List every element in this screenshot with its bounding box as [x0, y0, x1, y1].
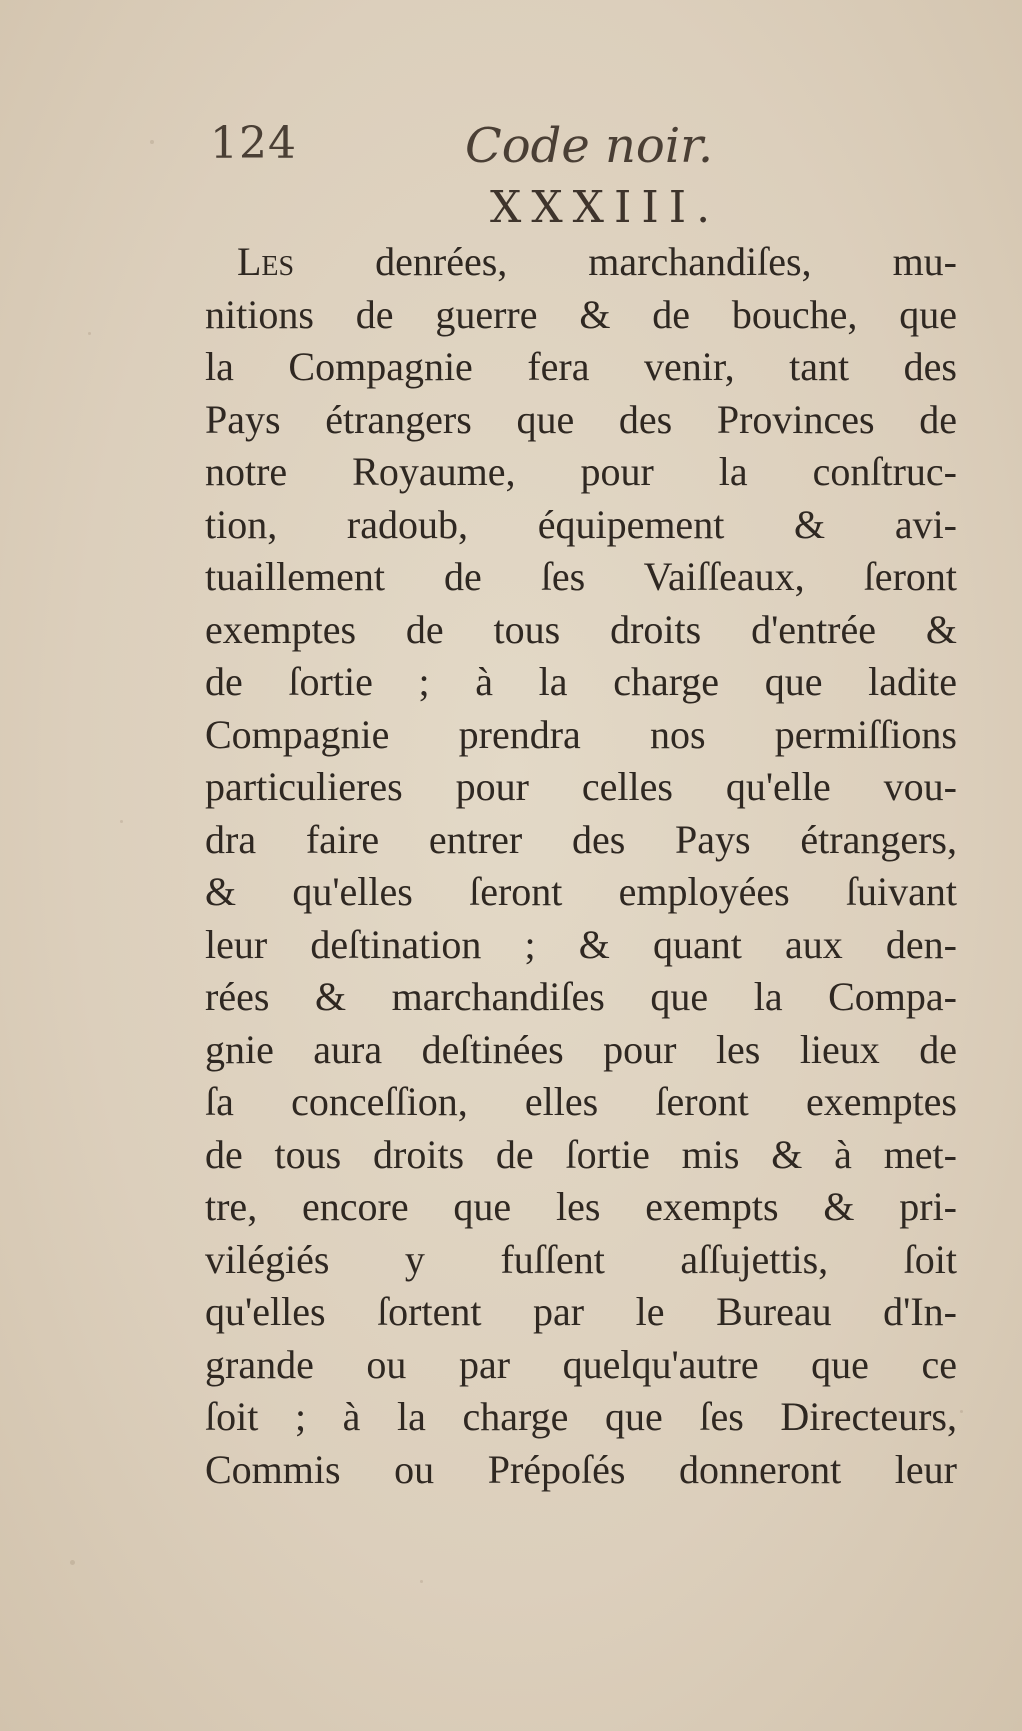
page-number: 124: [210, 118, 297, 169]
text-line: la Compagnie fera venir, tant des: [205, 344, 957, 389]
initial-word: Les: [237, 239, 295, 284]
running-title: Code noir.: [465, 118, 714, 174]
paper-speck: [70, 1560, 75, 1565]
page-header: [0, 118, 1022, 188]
text-line: particulieres pour celles qu'elle vou-: [205, 764, 957, 809]
text-line: qu'elles ſortent par le Bureau d'In-: [205, 1289, 957, 1334]
text-line: vilégiés y fuſſent aſſujettis, ſoit: [205, 1236, 957, 1282]
article-number: XXXIII.: [490, 182, 721, 233]
text-line: Commis ou Prépoſés donneront leur: [205, 1446, 957, 1492]
paper-speck: [88, 332, 91, 335]
text-line: grande ou par quelqu'autre que ce: [205, 1341, 957, 1387]
text-line: rées & marchandiſes que la Compa-: [205, 974, 957, 1019]
text-line: de tous droits de ſortie mis & à met-: [205, 1131, 957, 1177]
text-line: tion, radoub, équipement & avi-: [205, 501, 957, 547]
text-line: nitions de guerre & de bouche, que: [205, 291, 957, 337]
text-line: ſoit ; à la charge que ſes Directeurs,: [205, 1394, 957, 1439]
paper-speck: [420, 1580, 423, 1583]
text-line: Pays étrangers que des Provinces de: [205, 396, 957, 442]
text-line: [205, 236, 957, 289]
text-line: Compagnie prendra nos permiſſions: [205, 711, 957, 757]
text-line: gnie aura deſtinées pour les lieux de: [205, 1026, 957, 1072]
text-line: dra faire entrer des Pays étrangers,: [205, 816, 957, 862]
text-line: leur deſtination ; & quant aux den-: [205, 921, 957, 967]
text-line: tuaillement de ſes Vaiſſeaux, ſeront: [205, 554, 957, 599]
text-line: & qu'elles ſeront employées ſuivant: [205, 869, 957, 914]
paper-speck: [120, 820, 123, 823]
first-line-rest: denrées, marchandiſes, mu-: [294, 239, 957, 284]
text-line: tre, encore que les exempts & pri-: [205, 1184, 957, 1229]
text-line: notre Royaume, pour la conſtruc-: [205, 449, 957, 494]
article-body: [205, 236, 957, 1496]
paper-speck: [960, 1410, 963, 1413]
text-line: de ſortie ; à la charge que ladite: [205, 659, 957, 704]
text-line: exemptes de tous droits d'entrée &: [205, 606, 957, 652]
text-line: ſa conceſſion, elles ſeront exemptes: [205, 1079, 957, 1124]
